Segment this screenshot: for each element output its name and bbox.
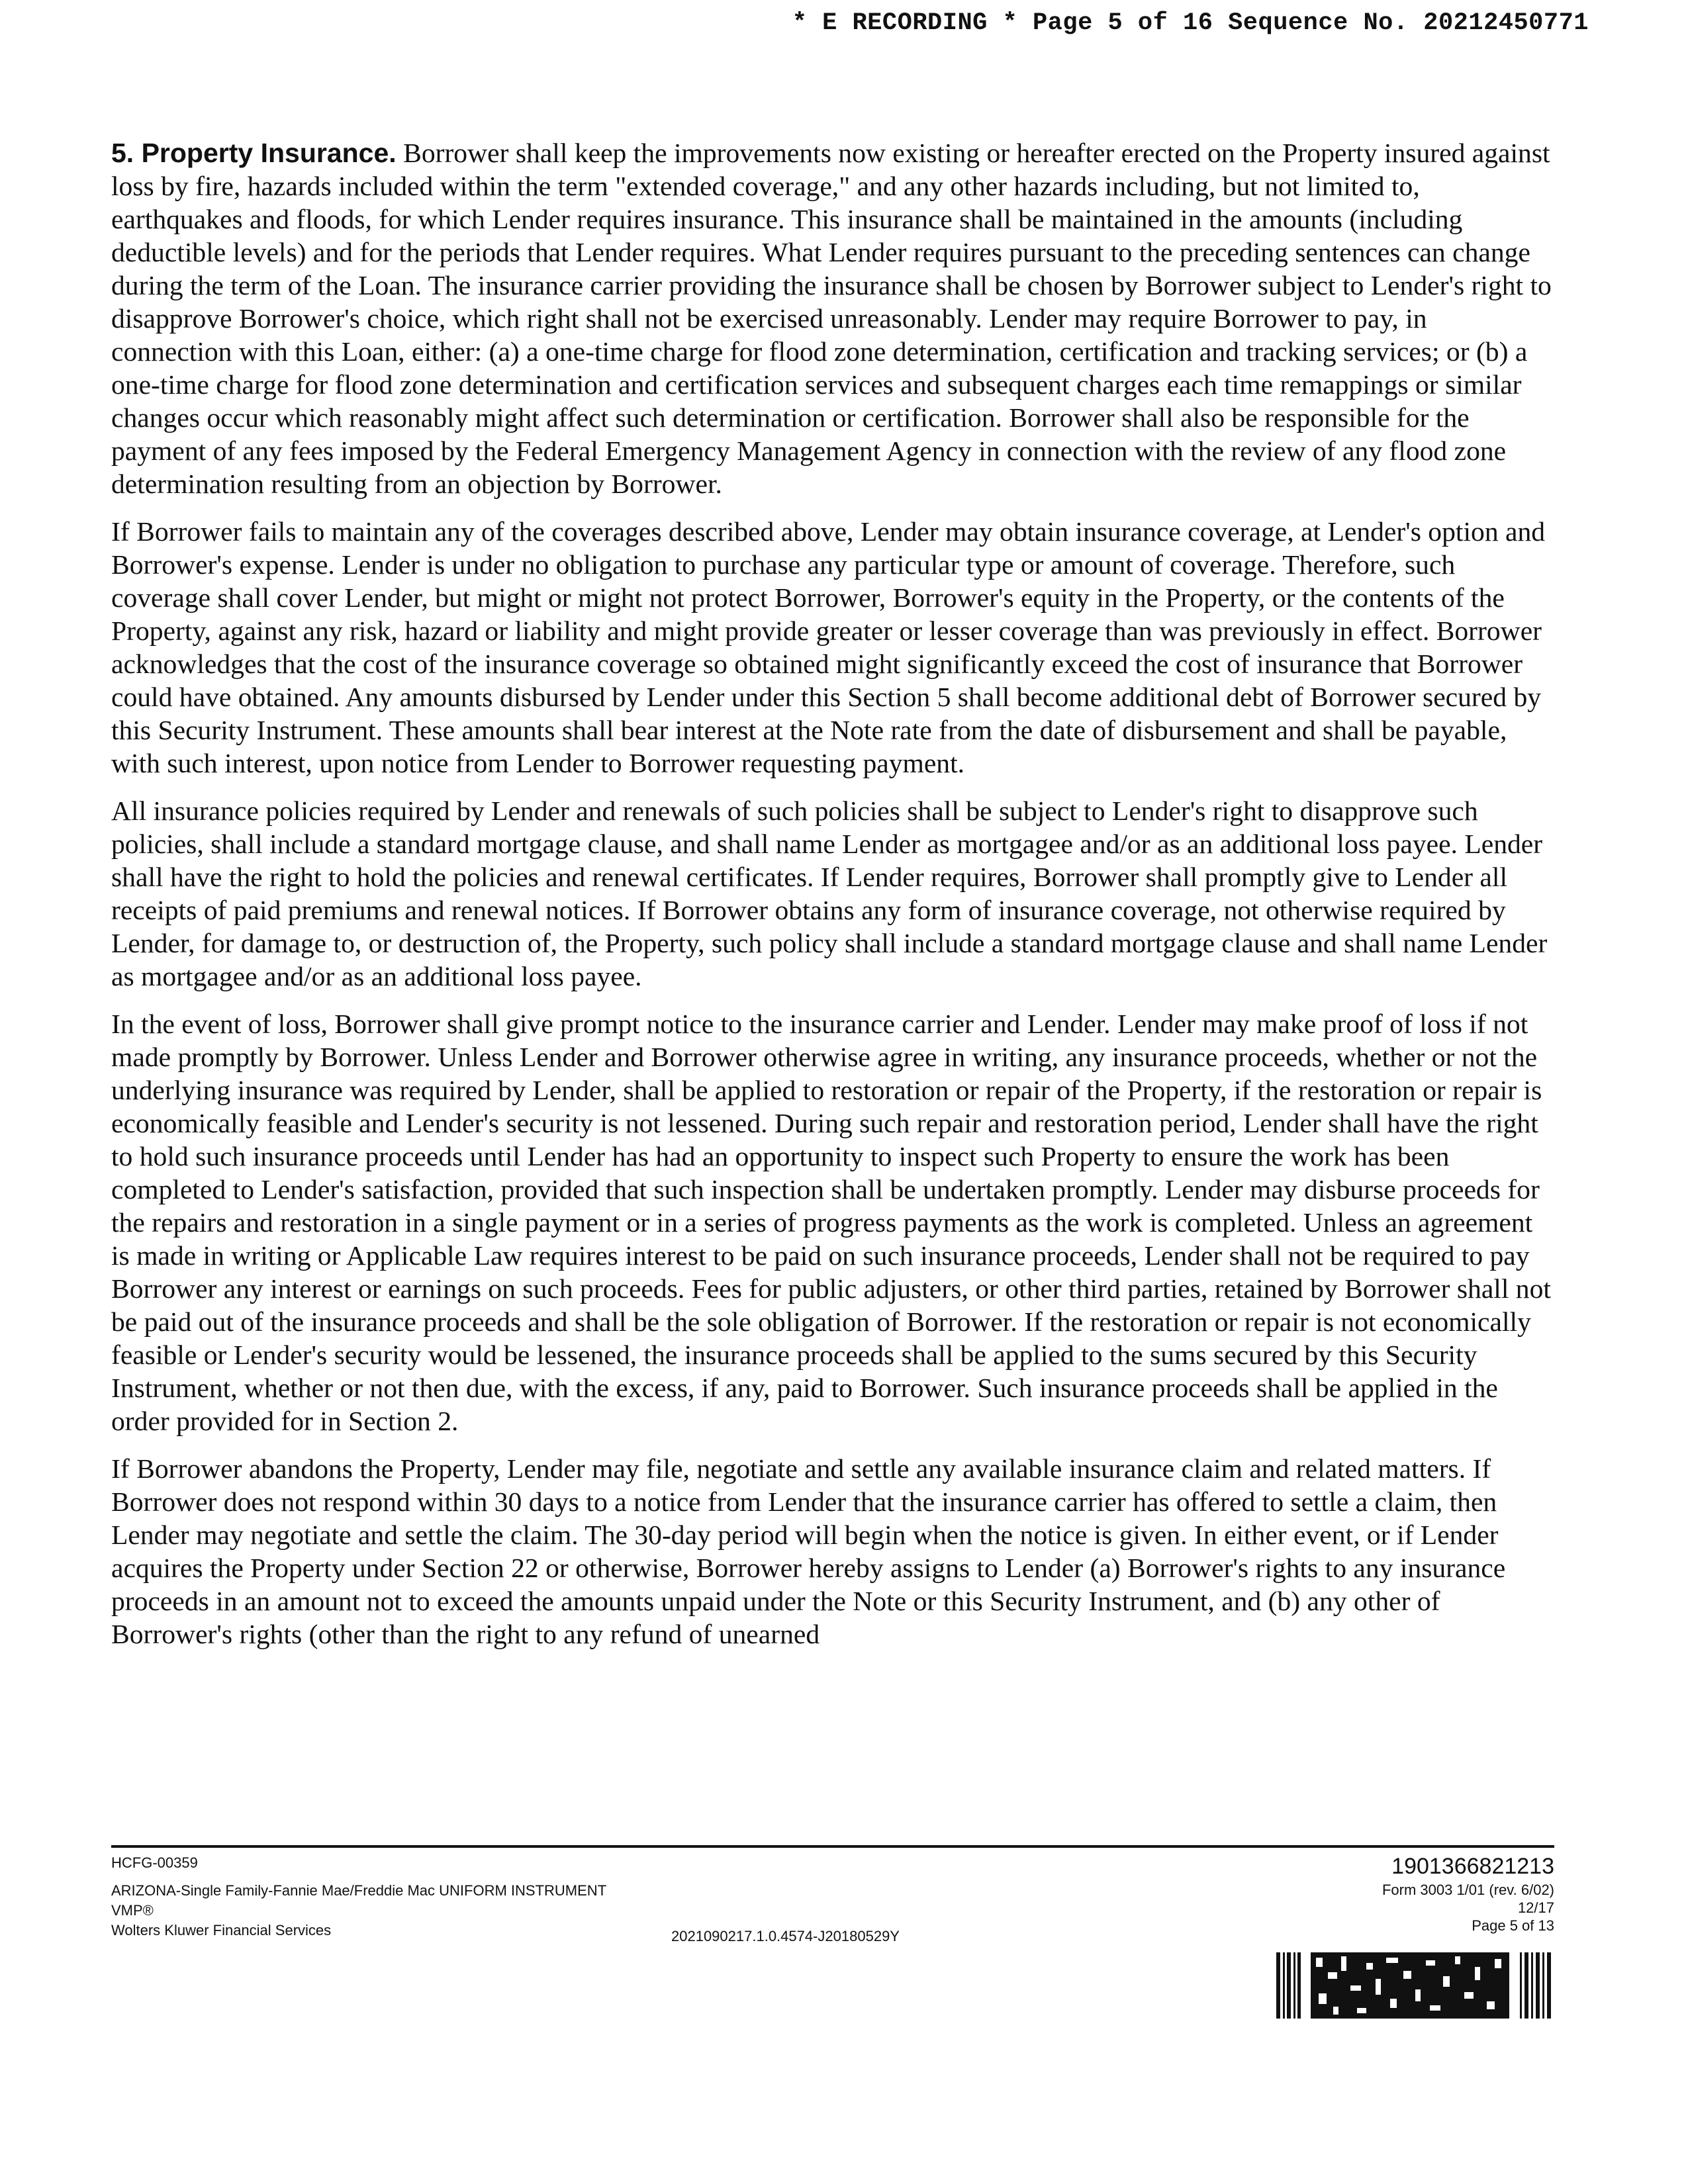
paragraph-insurance-policies: All insurance policies required by Lender and renewals of such policies shall be subject to Lender's right to disapprove such policies, shall include a standard mortgage clause, and shall name Lender as mortgagee and/or as an additional loss payee. Lender shall have the right to hold the policies and renewal certificates. If Lender requires, Borrower shall promptly give to Lender all receipts of paid premiums and renewal notices. If Borrower obtains any form of insurance coverage, not otherwise required by Lender, for damage to, or destruction of, the Property, such policy shall include a standard mortgage clause and shall name Lender as mortgagee and/or as an additional loss payee. <box>111 796 1548 991</box>
paragraph-lender-coverage: If Borrower fails to maintain any of the coverages described above, Lender may obtain insurance coverage, at Lender's option and Borrower's expense. Lender is under no obligation to purchase any particular type or amount of coverage. Therefore, such coverage shall cover Lender, but might or might not protect Borrower, Borrower's equity in the Property, or the contents of the Property, against any risk, hazard or liability and might provide greater or lesser coverage than was previously in effect. Borrower acknowledges that the cost of the insurance coverage so obtained might significantly exceed the cost of insurance that Borrower could have obtained. Any amounts disbursed by Lender under this Section 5 shall become additional debt of Borrower secured by this Security Instrument. These amounts shall bear interest at the Note rate from the date of disbursement and shall be payable, with such interest, upon notice from Lender to Borrower requesting payment. <box>111 516 1546 778</box>
footer-document-id: 2021090217.1.0.4574-J20180529Y <box>671 1928 900 1944</box>
footer-right <box>1382 1853 1554 1934</box>
footer-divider <box>111 1845 1554 1848</box>
footer-page-label: Page 5 of 13 <box>1472 1917 1554 1934</box>
footer-instrument-title: ARIZONA-Single Family-Fannie Mae/Freddie Mac UNIFORM INSTRUMENT <box>111 1882 607 1899</box>
paragraph-event-of-loss: In the event of loss, Borrower shall give prompt notice to the insurance carrier and Lender. Lender may make proof of loss if not made promptly by Borrower. Unless Lender and Borrower otherwise agree in writing, any insurance proceeds, whether or not the underlying insurance was required by Lender, shall be applied to restoration or repair of the Property, if the restoration or repair is economically feasible and Lender's security is not lessened. During such repair and restoration period, Lender shall have the right to hold such insurance proceeds until Lender has had an opportunity to inspect such Property to ensure the work has been completed to Lender's satisfaction, provided that such inspection shall be undertaken promptly. Lender may disburse proceeds for the repairs and restoration in a single payment or in a series of progress payments as the work is completed. Unless an agreement is made in writing or Applicable Law requires interest to be paid on such insurance proceeds, Lender shall not be required to pay Borrower any interest or earnings on such proceeds. Fees for public adjusters, or other third parties, retained by Borrower shall not be paid out of the insurance proceeds and shall be the sole obligation of Borrower. If the restoration or repair is not economically feasible or Lender's security would be lessened, the insurance proceeds shall be applied to the sums secured by this Security Instrument, whether or not then due, with the excess, if any, paid to Borrower. Such insurance proceeds shall be applied in the order provided for in Section 2. <box>111 1009 1551 1436</box>
footer-left <box>111 1853 606 1940</box>
paragraph-text: Borrower shall keep the improvements now existing or hereafter erected on the Property insured against loss by fire, hazards included within the term "extended coverage," and any other hazards including, but not limited to, earthquakes and floods, for which Lender requires insurance. This insurance shall be maintained in the amounts (including deductible levels) and for the periods that Lender requires. What Lender requires pursuant to the preceding sentences can change during the term of the Loan. The insurance carrier providing the insurance shall be chosen by Borrower subject to Lender's right to disapprove Borrower's choice, which right shall not be exercised unreasonably. Lender may require Borrower to pay, in connection with this Loan, either: (a) a one-time charge for flood zone determination, certification and tracking services; or (b) a one-time charge for flood zone determination and certification services and subsequent charges each time remappings or similar changes occur which reasonably might affect such determination or certification. Borrower shall also be responsible for the payment of any fees imposed by the Federal Emergency Management Agency in connection with the review of any flood zone determination resulting from an objection by Borrower. <box>111 138 1552 499</box>
footer-form-number: Form 3003 1/01 (rev. 6/02) <box>1382 1882 1554 1898</box>
footer-form-code: HCFG-00359 <box>111 1854 198 1871</box>
footer-vendor: VMP® <box>111 1902 154 1919</box>
recording-header: * E RECORDING * Page 5 of 16 Sequence No. 20212450771 <box>792 9 1589 37</box>
barcode <box>1276 1952 1554 2019</box>
footer-loan-number: 1901366821213 <box>1391 1854 1554 1879</box>
document-body <box>111 136 1554 1665</box>
paragraph-property-insurance <box>111 136 1554 500</box>
footer-form-revision: 12/17 <box>1517 1899 1554 1916</box>
footer-publisher: Wolters Kluwer Financial Services <box>111 1922 332 1938</box>
paragraph-abandonment: If Borrower abandons the Property, Lender may file, negotiate and settle any available insurance claim and related matters. If Borrower does not respond within 30 days to a notice from Lender that the insurance carrier has offered to settle a claim, then Lender may negotiate and settle the claim. The 30-day period will begin when the notice is given. In either event, or if Lender acquires the Property under Section 22 or otherwise, Borrower hereby assigns to Lender (a) Borrower's rights to any insurance proceeds in an amount not to exceed the amounts unpaid under the Note or this Security Instrument, and (b) any other of Borrower's rights (other than the right to any refund of unearned <box>111 1453 1506 1649</box>
section-heading: 5. Property Insurance. <box>111 138 397 168</box>
page-footer <box>111 1853 1554 2038</box>
